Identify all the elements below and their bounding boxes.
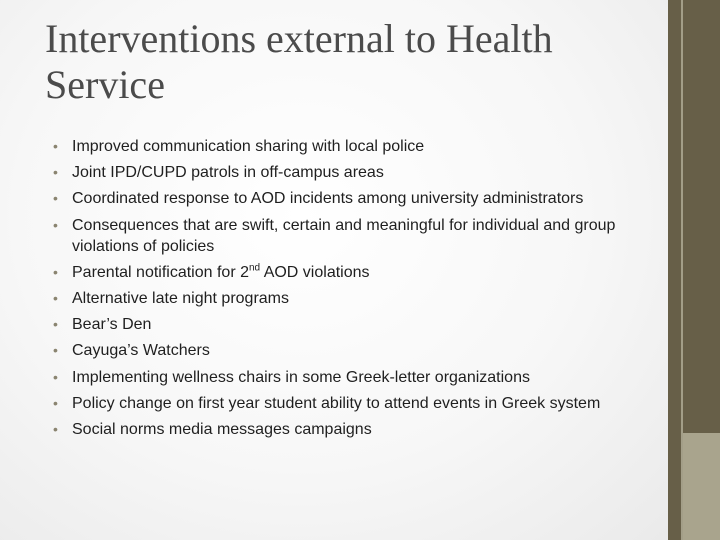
- bullet-text: Bear’s Den: [72, 316, 152, 334]
- bullet-text: Social norms media messages campaigns: [72, 420, 372, 438]
- bullet-text: Joint IPD/CUPD patrols in off-campus areas: [72, 164, 384, 182]
- bullet-dot-icon: •: [53, 263, 58, 280]
- bullet-item: [53, 419, 643, 440]
- bullet-item: [53, 314, 643, 335]
- bullet-text-superscript: nd: [249, 262, 261, 274]
- bullet-dot-icon: •: [53, 164, 58, 181]
- sidebar-accent-block: [683, 433, 720, 540]
- bullet-text-suffix: AOD violations: [260, 263, 370, 281]
- slide-title: Interventions external to Health Service: [45, 16, 553, 107]
- bullet-dot-icon: •: [53, 368, 58, 385]
- bullet-dot-icon: •: [53, 138, 58, 154]
- bullet-text: Consequences that are swift, certain and meaningful for individual and group violations of policies: [72, 216, 616, 255]
- bullet-dot-icon: •: [53, 190, 58, 207]
- bullet-item: [53, 162, 643, 183]
- bullet-item: [53, 288, 643, 309]
- bullet-dot-icon: •: [53, 289, 58, 306]
- bullet-dot-icon: •: [53, 420, 58, 437]
- bullet-item: [53, 393, 643, 414]
- bullet-item: [53, 215, 643, 257]
- bullet-item: [53, 136, 643, 157]
- bullet-text-prefix: Parental notification for 2: [72, 263, 249, 281]
- bullet-item: [53, 367, 643, 388]
- bullet-item: [53, 340, 643, 361]
- bullet-dot-icon: •: [53, 216, 58, 233]
- bullet-dot-icon: •: [53, 316, 58, 333]
- bullet-text: Cayuga’s Watchers: [72, 342, 210, 360]
- bullet-text: Improved communication sharing with local police: [72, 138, 425, 155]
- bullet-text: Implementing wellness chairs in some Greek-letter organizations: [72, 368, 530, 386]
- bullet-item: [53, 262, 643, 283]
- bullet-text: Alternative late night programs: [72, 289, 289, 307]
- bullet-text: Coordinated response to AOD incidents among university administrators: [72, 190, 584, 208]
- bullet-text: Policy change on first year student ability to attend events in Greek system: [72, 394, 601, 412]
- bullet-dot-icon: •: [53, 394, 58, 411]
- bullet-item: [53, 188, 643, 209]
- bullet-dot-icon: •: [53, 342, 58, 359]
- bullet-list: [53, 136, 643, 440]
